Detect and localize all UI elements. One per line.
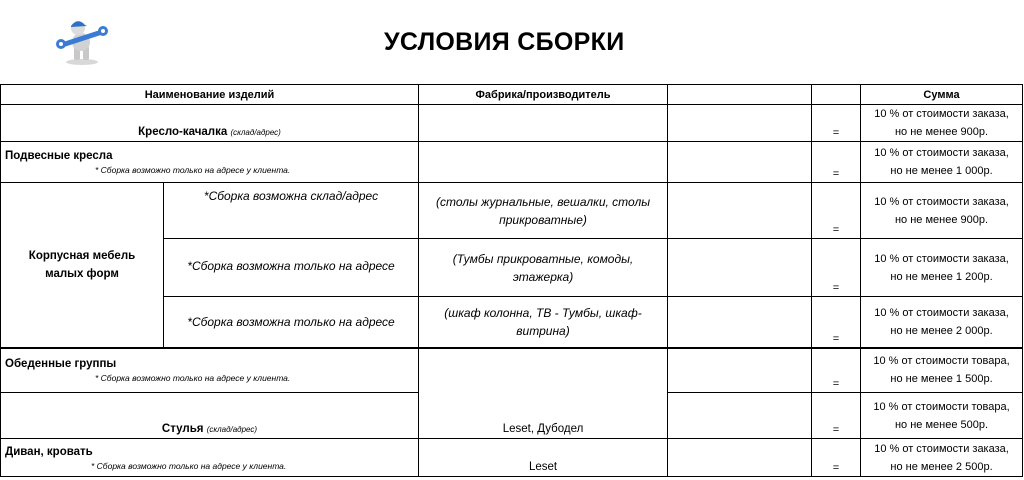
sum-cell	[861, 297, 1023, 348]
empty-cell	[668, 142, 812, 183]
equals-sign: =	[812, 239, 861, 297]
item-name-cell	[1, 105, 419, 142]
assembly-conditions-table	[0, 84, 1023, 477]
item-name-cell	[1, 348, 419, 393]
header-empty	[812, 85, 861, 105]
item-name-cell	[1, 439, 419, 477]
empty-cell	[668, 297, 812, 348]
factory-cell	[419, 142, 668, 183]
header-factory: Фабрика/производитель	[419, 85, 668, 105]
sum-line: 10 % от стоимости товара,	[873, 400, 1010, 413]
item-note: * Сборка возможно только на адресе у клиента.	[95, 373, 291, 384]
empty-cell	[668, 183, 812, 239]
table-header-row	[1, 85, 1023, 105]
item-name: Обеденные группы	[5, 358, 117, 371]
condition-cell: *Сборка возможна склад/адрес	[164, 183, 419, 239]
item-name-cell	[1, 142, 419, 183]
items-line: этажерка)	[512, 269, 574, 284]
items-line: прикроватные)	[499, 212, 587, 227]
item-name-cell	[1, 393, 419, 439]
header-empty	[668, 85, 812, 105]
sum-line: но не менее 1 500р.	[890, 373, 993, 386]
mechanic-with-wrench-icon	[52, 16, 112, 66]
equals-sign: =	[812, 393, 861, 439]
empty-cell	[668, 439, 812, 477]
page-title: УСЛОВИЯ СБОРКИ	[384, 28, 625, 56]
sum-line: 10 % от стоимости товара,	[873, 355, 1010, 368]
items-line: витрина)	[516, 323, 570, 338]
equals-sign: =	[812, 142, 861, 183]
sum-line: но не менее 500р.	[894, 418, 989, 431]
table-row	[1, 105, 1023, 142]
equals-sign: =	[812, 183, 861, 239]
table-row	[1, 183, 1023, 239]
item-name: Диван, кровать	[5, 445, 93, 458]
factory-cell: Leset	[419, 439, 668, 477]
equals-sign: =	[812, 105, 861, 142]
sum-line: но не менее 900р.	[894, 213, 989, 226]
sum-line: но не менее 1 000р.	[890, 165, 993, 177]
group-name-cell	[1, 183, 164, 348]
empty-cell	[668, 348, 812, 393]
item-note: * Сборка возможно только на адресе у клиента.	[91, 460, 287, 471]
sum-cell	[861, 439, 1023, 477]
item-name: Подвесные кресла	[5, 150, 113, 162]
sum-cell	[861, 393, 1023, 439]
sum-line: 10 % от стоимости заказа,	[874, 108, 1009, 120]
item-name-suffix: (склад/адрес)	[206, 425, 258, 434]
items-line: (шкаф колонна, ТВ - Тумбы, шкаф-	[444, 305, 642, 320]
item-name: Стулья	[161, 423, 204, 435]
sum-cell	[861, 142, 1023, 183]
header-sum: Сумма	[861, 85, 1023, 105]
sum-line: но не менее 2 000р.	[890, 324, 993, 337]
table-row	[1, 142, 1023, 183]
sum-line: но не менее 900р.	[894, 126, 989, 138]
sum-cell	[861, 105, 1023, 142]
sum-line: 10 % от стоимости заказа,	[874, 147, 1009, 159]
header-name: Наименование изделий	[1, 85, 419, 105]
empty-cell	[668, 393, 812, 439]
group-name-line: малых форм	[45, 267, 119, 280]
table-row	[1, 348, 1023, 393]
sum-line: 10 % от стоимости заказа,	[874, 252, 1009, 265]
sum-cell	[861, 183, 1023, 239]
items-line: (столы журнальные, вешалки, столы	[435, 194, 651, 209]
group-name-line: Корпусная мебель	[28, 249, 136, 262]
empty-cell	[668, 105, 812, 142]
items-line: (Тумбы прикроватные, комоды,	[452, 251, 634, 266]
factory-cell: Leset, Дубодел	[419, 348, 668, 439]
equals-sign: =	[812, 348, 861, 393]
item-name: Кресло-качалка	[138, 126, 228, 138]
equals-sign: =	[812, 439, 861, 477]
equals-sign: =	[812, 297, 861, 348]
sum-line: но не менее 1 200р.	[890, 270, 993, 283]
sum-cell	[861, 239, 1023, 297]
condition-cell: *Сборка возможна только на адресе	[164, 239, 419, 297]
condition-cell: *Сборка возможна только на адресе	[164, 297, 419, 348]
sum-line: 10 % от стоимости заказа,	[874, 442, 1009, 455]
sum-line: 10 % от стоимости заказа,	[874, 306, 1009, 319]
sum-line: 10 % от стоимости заказа,	[874, 195, 1009, 208]
item-name-suffix: (склад/адрес)	[230, 128, 281, 137]
factory-cell	[419, 105, 668, 142]
items-cell	[419, 183, 668, 239]
item-note: * Сборка возможно только на адресе у клиента.	[95, 165, 291, 175]
empty-cell	[668, 239, 812, 297]
items-cell	[419, 239, 668, 297]
sum-line: но не менее 2 500р.	[890, 460, 993, 473]
table-row	[1, 439, 1023, 477]
items-cell	[419, 297, 668, 348]
sum-cell	[861, 348, 1023, 393]
